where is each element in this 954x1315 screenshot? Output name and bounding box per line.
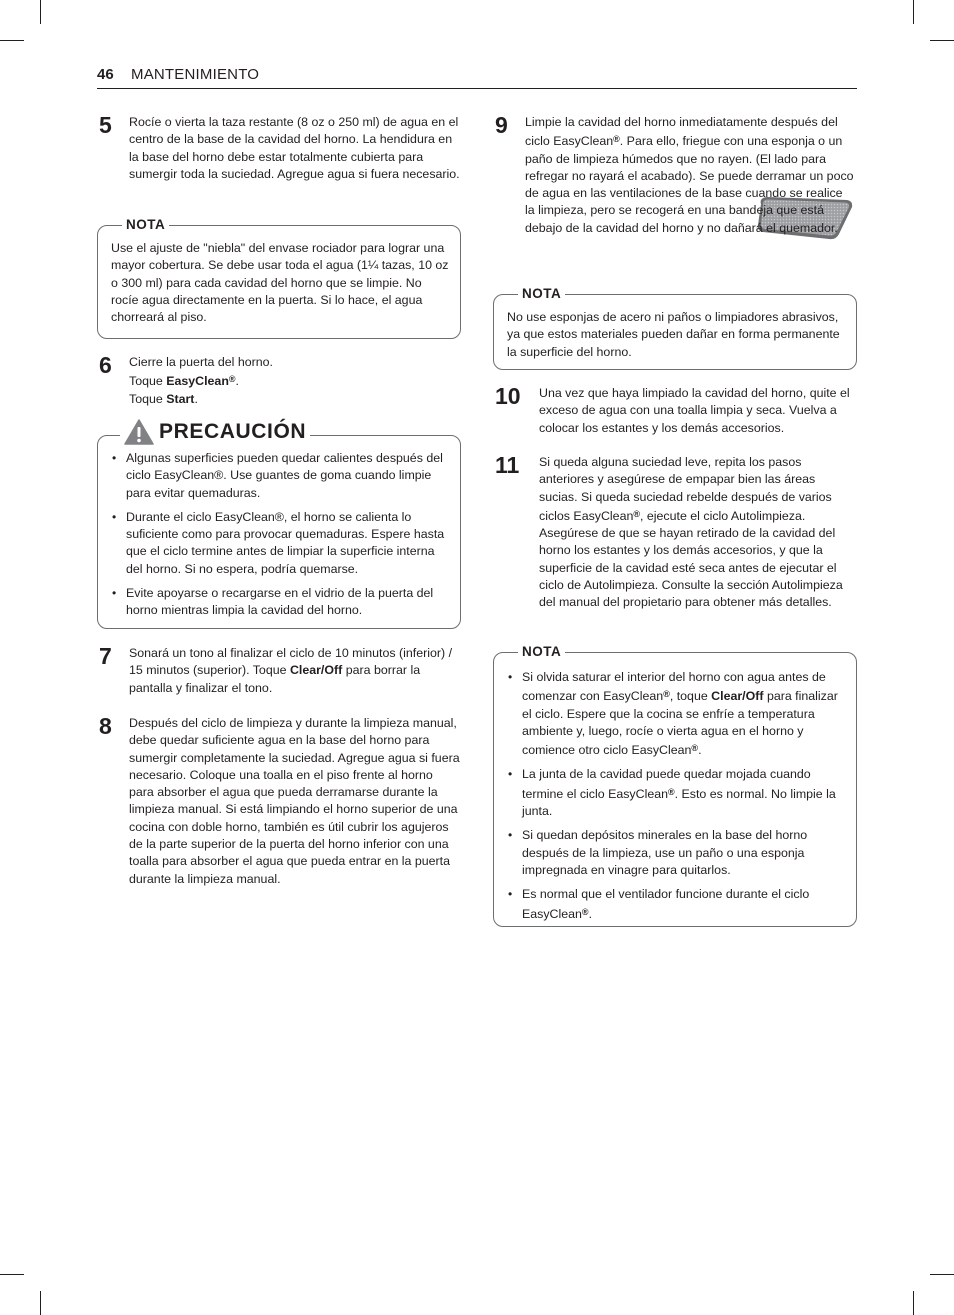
crop-mark — [40, 1291, 41, 1315]
caution-heading — [120, 419, 310, 445]
note-label: NOTA — [518, 286, 565, 302]
step-text: Si queda alguna suciedad leve, repita los pasos anteriores y asegúrese de empapar bien las áreas sucias. Si queda suciedad rebelde después de varios ciclos EasyClean®, ejecute el ciclo Autolimpieza. Asegúrese de que se hayan retirado de la cavidad del horno los estantes y los demás accesorios, y que la superficie de la cavidad esté seca antes de ejecutar el ciclo de Autolimpieza. Consulte la sección Autolimpieza del manual del propietario para obtener más detalles. — [539, 455, 843, 610]
step-7 — [99, 645, 461, 701]
note-text: Use el ajuste de "niebla" del envase rociador para lograr una mayor cobertura. Se debe usar toda el agua (1¼ tazas, 10 oz o 300 ml) para cada cavidad del horno que se limpie. No rocíe agua directamente en la puerta. Si lo hace, el agua chorreará al piso. — [111, 241, 449, 325]
note-label: NOTA — [518, 644, 565, 660]
crop-mark — [930, 1274, 954, 1275]
note-box — [493, 644, 857, 927]
note-label: NOTA — [122, 217, 169, 233]
step-text: Sonará un tono al finalizar el ciclo de 10 minutos (inferior) / 15 minutos (superior). Toque Clear/Off para borrar la pantalla y finalizar el tono. — [129, 646, 453, 695]
note-box — [493, 286, 857, 370]
start-button-name: Start — [166, 391, 195, 406]
step-number: 10 — [495, 383, 521, 409]
crop-mark — [40, 0, 41, 24]
step-number: 11 — [495, 452, 520, 478]
section-title: MANTENIMIENTO — [131, 66, 260, 83]
step-8 — [99, 715, 461, 907]
caution-label: PRECAUCIÓN — [159, 420, 307, 443]
easyclean-button-name: EasyClean — [166, 374, 229, 389]
clear-off-button-name: Clear/Off — [289, 663, 343, 678]
step-text — [129, 354, 461, 408]
crop-mark — [913, 1291, 914, 1315]
caution-item: • Durante el ciclo EasyClean®, el horno se calienta lo suficiente como para provocar quemaduras. Espere hasta que el ciclo termine antes de limpiar la superficie interna del horno. Si no espera, podría quemarse. — [111, 509, 450, 578]
note-item: • Si quedan depósitos minerales en la base del horno después de la limpieza, use un paño o una esponja impregnada en vinagre para quitarlos. — [507, 827, 846, 879]
step-11 — [495, 454, 857, 630]
step-line: Toque EasyClean®. — [129, 374, 239, 389]
note-item: • Si olvida saturar el interior del horno con agua antes de comenzar con EasyClean®, toque Clear/Off para finalizar el ciclo. Espere que la cocina se enfríe a temperatura ambiente y, luego, rocíe o vierta agua en el horno y comience otro ciclo EasyClean®. — [507, 669, 846, 759]
crop-mark — [0, 40, 24, 41]
warning-icon — [124, 419, 154, 445]
page-header — [97, 64, 857, 89]
note-item: • Es normal que el ventilador funcione durante el ciclo EasyClean®. — [507, 886, 846, 923]
caution-item: • Algunas superficies pueden quedar calientes después del ciclo EasyClean®. Use guantes de goma cuando limpie para evitar quemaduras. — [111, 450, 450, 502]
step-number: 7 — [99, 643, 112, 669]
note-text: No use esponjas de acero ni paños o limpiadores abrasivos, ya que estos materiales pueden dañar en forma permanente la superficie del horno. — [507, 310, 840, 359]
step-number: 5 — [99, 112, 112, 138]
crop-mark — [930, 40, 954, 41]
step-text: Limpie la cavidad del horno inmediatamente después del ciclo EasyClean®. Para ello, friegue con una esponja o un paño de limpieza húmedos que no rayen. (El lado para refregar no rayará el acabado). Se puede derramar un poco de agua en las ventilaciones de la base cuando se realice la limpieza, pero se recogerá en una bandeja que está debajo de la cavidad del horno y no dañará el quemador. — [525, 115, 854, 235]
note-item: • La junta de la cavidad puede quedar mojada cuando termine el ciclo EasyClean®. Esto es normal. No limpie la junta. — [507, 766, 846, 820]
note-list — [507, 669, 846, 930]
crop-mark — [913, 0, 914, 24]
crop-mark — [0, 1274, 24, 1275]
step-number: 6 — [99, 352, 112, 378]
step-text: Una vez que haya limpiado la cavidad del horno, quite el exceso de agua con una toalla limpia y seca. Vuelva a colocar los estantes y los demás accesorios. — [539, 386, 850, 435]
step-line: Toque Start. — [129, 391, 198, 406]
step-6 — [99, 354, 461, 410]
caution-list — [111, 450, 450, 627]
page-number: 46 — [97, 66, 114, 83]
step-number: 9 — [495, 112, 508, 138]
caution-box — [97, 420, 461, 629]
step-line: Cierre la puerta del horno. — [129, 355, 273, 369]
step-text: Después del ciclo de limpieza y durante la limpieza manual, debe quedar suficiente agua en la base del horno para sumergir completamente la suciedad. Agregue agua si fuera necesario. Coloque una toalla en el piso frente al horno para absorber el agua que pueda derramarse durante la limpieza manual. Si está limpiando el horno superior de una cocina con doble horno, también es útil cubrir los agujeros de la parte superior de la puerta del horno inferior con una toalla para absorber el agua que pueda entrar en la puerta durante la limpieza manual. — [129, 716, 460, 886]
step-number: 8 — [99, 713, 112, 739]
step-10 — [495, 385, 857, 441]
step-5 — [99, 114, 461, 204]
caution-item: • Evite apoyarse o recargarse en el vidrio de la puerta del horno mientras limpia la cavidad del horno. — [111, 585, 450, 620]
step-text: Rocíe o vierta la taza restante (8 oz o 250 ml) de agua en el centro de la base de la cavidad del horno. La hendidura en la base del horno debe estar totalmente cubierta para sumergir toda la suciedad. Agregue agua si fuera necesario. — [129, 115, 460, 181]
note-box — [97, 217, 461, 339]
step-9 — [495, 114, 857, 274]
